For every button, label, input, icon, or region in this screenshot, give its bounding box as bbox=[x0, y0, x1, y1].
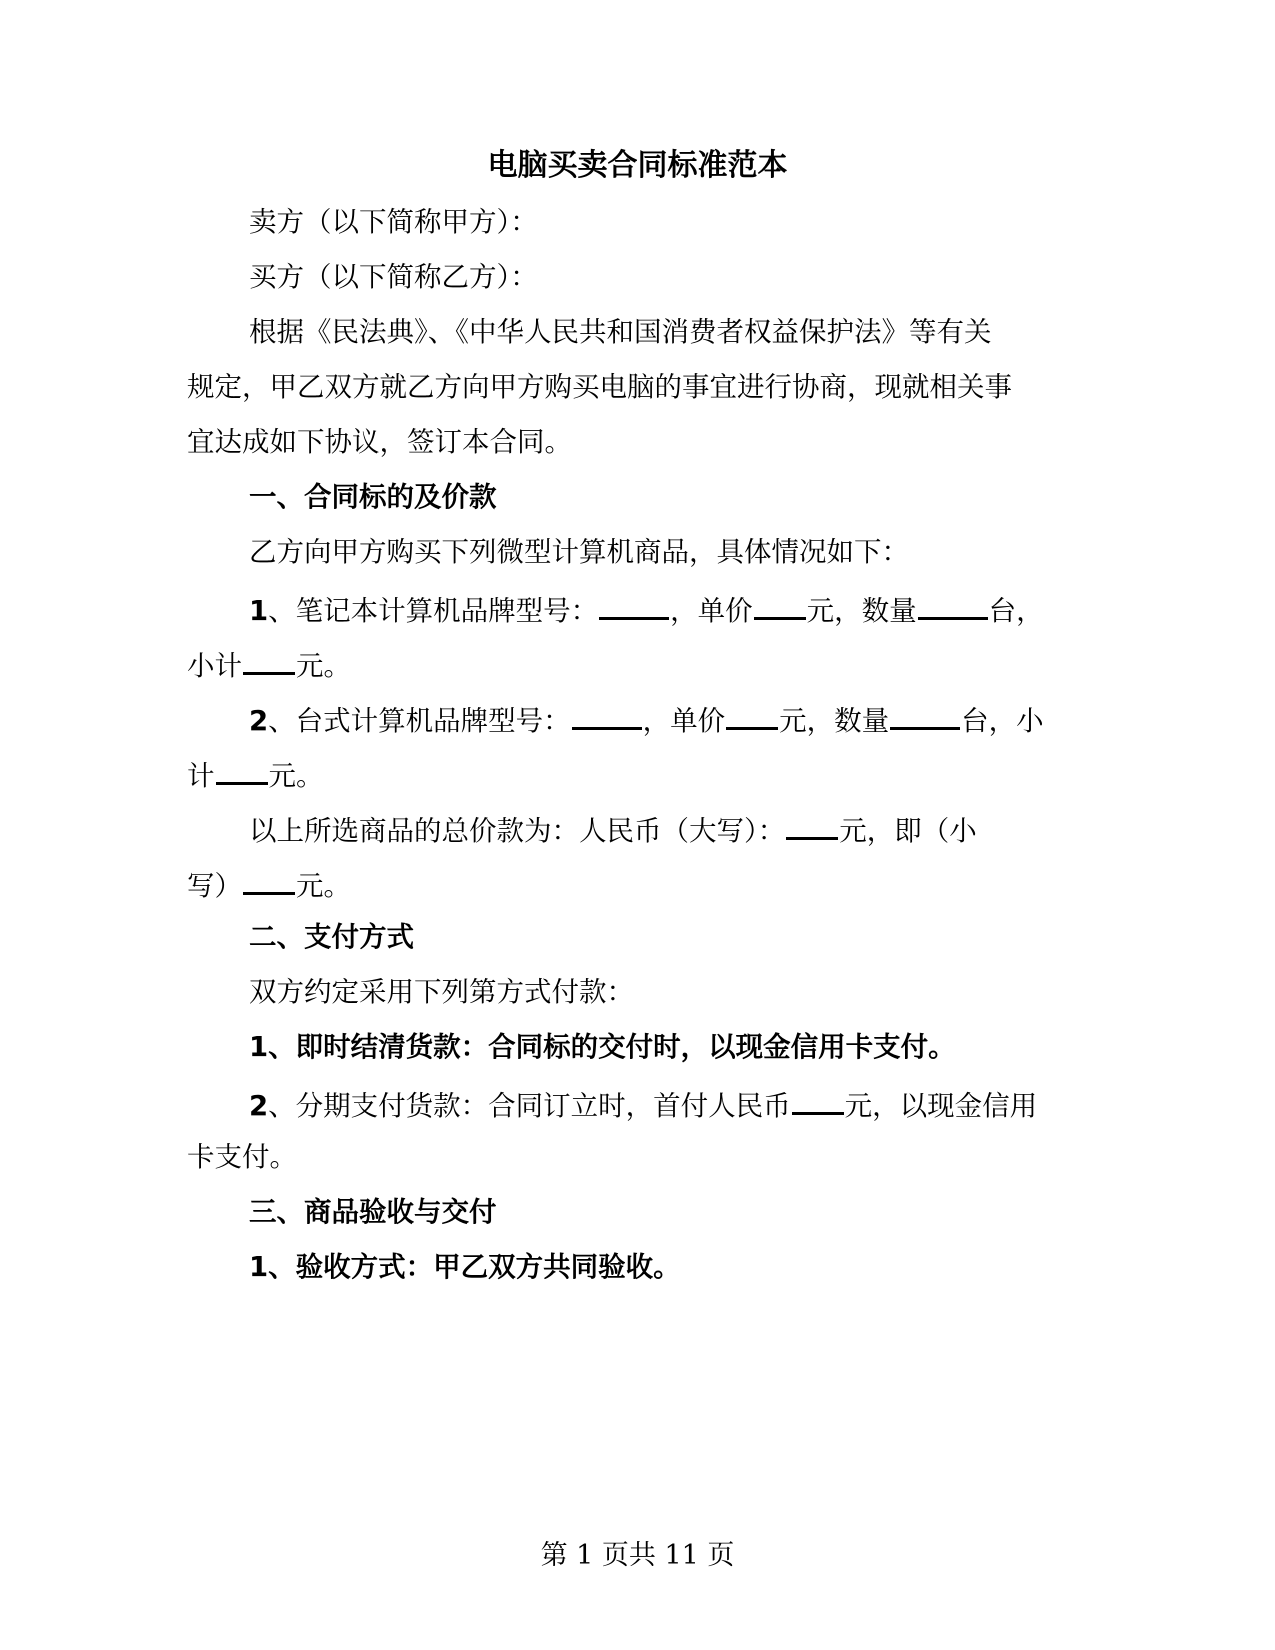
item1-unit-label: 台， bbox=[988, 595, 1044, 628]
document-title: 电脑买卖合同标准范本 bbox=[487, 148, 788, 183]
item2-price-blank[interactable] bbox=[726, 701, 778, 730]
section1-heading: 一、合同标的及价款 bbox=[249, 481, 497, 513]
item1-qty-blank[interactable] bbox=[918, 591, 988, 620]
seller-line: 卖方（以下简称甲方）： bbox=[249, 206, 538, 238]
payment-option-2-text: 、分期支付货款：合同订立时，首付人民币 bbox=[268, 1090, 791, 1123]
item1-end: 元。 bbox=[296, 650, 351, 683]
payment-option-1: 1、即时结清货款：合同标的交付时，以现金信用卡支付。 bbox=[249, 1031, 956, 1063]
total-label: 以上所选商品的总价款为：人民币（大写）： bbox=[249, 815, 786, 848]
total-cont-label: 写） bbox=[187, 870, 242, 903]
item1-model-blank[interactable] bbox=[599, 591, 669, 620]
total-line bbox=[249, 811, 977, 848]
buyer-line: 买方（以下简称乙方）： bbox=[249, 261, 538, 293]
intro-line-1: 根据《民法典》、《中华人民共和国消费者权益保护法》等有关 bbox=[249, 316, 992, 348]
item2-qty-label: 元，数量 bbox=[779, 705, 890, 738]
acceptance-item-1: 1、验收方式：甲乙双方共同验收。 bbox=[249, 1251, 681, 1283]
item1-label: 、笔记本计算机品牌型号： bbox=[268, 595, 599, 628]
intro-line-3: 宜达成如下协议，签订本合同。 bbox=[187, 426, 572, 458]
item1-line bbox=[249, 591, 1044, 628]
payment-option-2-cont: 卡支付。 bbox=[187, 1141, 297, 1173]
item2-subtotal-line bbox=[187, 756, 324, 793]
down-payment-blank[interactable] bbox=[792, 1086, 844, 1115]
item2-subtotal-label: 计 bbox=[187, 760, 215, 793]
item1-subtotal-blank[interactable] bbox=[243, 646, 295, 675]
item2-label: 、台式计算机品牌型号： bbox=[268, 705, 571, 738]
item2-number: 2 bbox=[249, 705, 269, 738]
item1-subtotal-line bbox=[187, 646, 351, 683]
section2-lead: 双方约定采用下列第方式付款： bbox=[249, 976, 634, 1008]
item1-qty-label: 元，数量 bbox=[806, 595, 917, 628]
total-mid: 元，即（小 bbox=[839, 815, 977, 848]
payment-option-2-number: 2 bbox=[249, 1090, 269, 1123]
section3-heading: 三、商品验收与交付 bbox=[249, 1196, 497, 1228]
item1-price-label: ，单价 bbox=[670, 595, 753, 628]
intro-line-2: 规定，甲乙双方就乙方向甲方购买电脑的事宜进行协商，现就相关事 bbox=[187, 371, 1012, 403]
item2-model-blank[interactable] bbox=[572, 701, 642, 730]
item2-end: 元。 bbox=[268, 760, 324, 793]
total-end: 元。 bbox=[296, 870, 351, 903]
section1-lead: 乙方向甲方购买下列微型计算机商品，具体情况如下： bbox=[249, 536, 909, 568]
total-cont-line bbox=[187, 866, 351, 903]
item2-subtotal-blank[interactable] bbox=[216, 756, 268, 785]
page-footer: 第 1 页共 11 页 bbox=[540, 1540, 735, 1571]
item1-subtotal-label: 小计 bbox=[187, 650, 242, 683]
payment-option-2 bbox=[249, 1086, 1037, 1123]
item2-qty-blank[interactable] bbox=[890, 701, 960, 730]
item1-number: 1 bbox=[249, 595, 269, 628]
total-lowercase-blank[interactable] bbox=[243, 866, 295, 895]
section2-heading: 二、支付方式 bbox=[249, 921, 414, 953]
item2-line bbox=[249, 701, 1044, 738]
total-uppercase-blank[interactable] bbox=[786, 811, 838, 840]
payment-option-2-after: 元，以现金信用 bbox=[844, 1090, 1038, 1123]
item1-price-blank[interactable] bbox=[754, 591, 806, 620]
item2-price-label: ，单价 bbox=[642, 705, 726, 738]
item2-unit-label: 台，小 bbox=[961, 705, 1044, 738]
